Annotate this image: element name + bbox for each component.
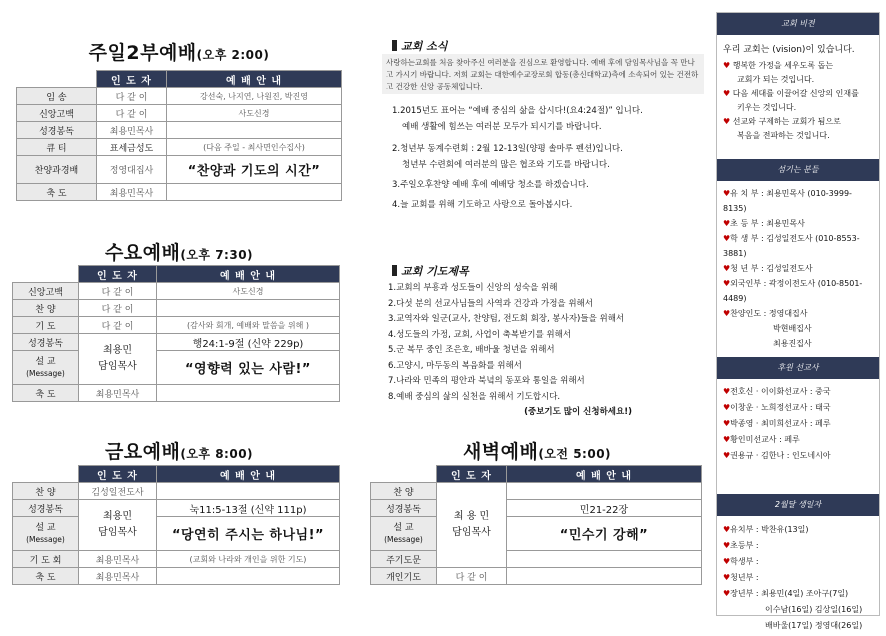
sunday-table xyxy=(16,70,342,201)
row-leader: 다 같 이 xyxy=(79,300,157,317)
missionary-text: 황인미선교사 : 페루 xyxy=(730,435,800,444)
row-leader: 최용민목사 xyxy=(97,184,167,201)
prayer-item: 5.군 복무 중인 조은호, 배바울 청년을 위해서 xyxy=(388,345,555,355)
missionaries-header: 후원 선교사 xyxy=(717,357,879,379)
servant-extra: 최용진집사 xyxy=(773,339,812,348)
vision-item-text: 행복한 가정을 세우도록 돕는 xyxy=(732,61,834,70)
sunday-title xyxy=(14,38,344,65)
row-guide xyxy=(157,300,340,317)
dawn-title xyxy=(372,437,702,464)
birthday-item xyxy=(723,570,873,586)
vision-item-text: 복음을 전파하는 것입니다. xyxy=(737,131,830,140)
heart-icon: ♥ xyxy=(723,117,731,126)
birthday-item xyxy=(723,554,873,570)
vision-item xyxy=(723,115,873,143)
heart-icon: ♥ xyxy=(723,61,731,70)
missionary-text: 이창운 · 노희정선교사 : 태국 xyxy=(730,403,831,412)
missionary-item xyxy=(723,416,873,432)
heart-icon: ♥ xyxy=(723,435,731,444)
heart-icon: ♥ xyxy=(723,234,731,243)
row-category: 기 도 회 xyxy=(13,551,79,568)
scripture: 눅11:5-13절 xyxy=(189,504,248,516)
row-category: 기 도 xyxy=(13,317,79,334)
row-category: 주기도문 xyxy=(371,551,437,568)
row-category: 개인기도 xyxy=(371,568,437,585)
sunday-time: (오후 2:00) xyxy=(196,48,270,62)
preacher-name: 최용민 xyxy=(103,511,132,522)
vision-body xyxy=(717,35,879,145)
row-leader: 최용민목사 xyxy=(79,568,157,585)
row-leader: 다 같 이 xyxy=(97,88,167,105)
servant-item xyxy=(723,276,873,306)
news-item: 3.주일오후찬양 예배 후에 예배당 청소를 하겠습니다. xyxy=(392,180,589,190)
heart-icon: ♥ xyxy=(723,589,731,598)
birthday-extra: 배바울(17일) 정영대(26일) xyxy=(765,621,863,630)
row-category: 성경봉독 xyxy=(17,122,97,139)
row-category: 축 도 xyxy=(13,385,79,402)
row-guide xyxy=(507,483,702,500)
servants-header: 섬기는 분들 xyxy=(717,159,879,181)
servant-text: 초 등 부 : 최용민목사 xyxy=(730,219,805,228)
birthdays-header: 2월달 생일자 xyxy=(717,494,879,516)
category-label: 설 교 xyxy=(35,522,56,533)
sermon-title: “민수기 강해” xyxy=(507,517,702,551)
row-guide: 사도신경 xyxy=(167,105,342,122)
heart-icon: ♥ xyxy=(723,557,731,566)
category-sub: (Message) xyxy=(26,368,65,378)
vision-item-text: 교회가 되는 것입니다. xyxy=(737,75,815,84)
row-category: 성경봉독 xyxy=(371,500,437,517)
prayer-title xyxy=(392,263,469,279)
missionary-item xyxy=(723,432,873,448)
scripture-page: (신약 111p) xyxy=(250,504,307,516)
row-category: 찬 양 xyxy=(13,483,79,500)
dawn-title-text: 새벽예배 xyxy=(462,441,539,463)
row-category: 축 도 xyxy=(13,568,79,585)
sermon-title: “당연히 주시는 하나님!” xyxy=(157,517,340,551)
square-icon xyxy=(392,265,397,276)
category-sub: (Message) xyxy=(384,534,423,544)
servant-item xyxy=(723,186,873,216)
missionary-item xyxy=(723,384,873,400)
row-category: 큐 티 xyxy=(17,139,97,156)
missionary-text: 권용규 · 김한나 : 인도네시아 xyxy=(730,451,831,460)
heart-icon: ♥ xyxy=(723,89,731,98)
missionary-item xyxy=(723,448,873,464)
dawn-time: (오전 5:00) xyxy=(538,447,612,461)
leader-header: 인 도 자 xyxy=(437,466,507,483)
row-leader: 김성일전도사 xyxy=(79,483,157,500)
servant-item xyxy=(723,216,873,231)
row-guide: 강선숙, 나지연, 나원진, 박진영 xyxy=(167,88,342,105)
prayer-list xyxy=(388,281,712,421)
prayer-item: 8.예배 중심의 삶의 실천을 위해서 기도합시다. xyxy=(388,391,561,402)
row-leader: 최용민목사 xyxy=(97,122,167,139)
news-title-text: 교회 소식 xyxy=(401,40,448,53)
sidebar xyxy=(716,12,880,630)
missionary-text: 박종영 · 최미희선교사 : 페루 xyxy=(730,419,831,428)
servant-text: 외국인부 : 곽정이전도사 (010-8501-4489) xyxy=(723,279,863,303)
row-guide: (다음 주일 - 최사면인수집사) xyxy=(167,139,342,156)
leader-header: 인 도 자 xyxy=(79,266,157,283)
row-category: 성경봉독 xyxy=(13,500,79,517)
wednesday-title xyxy=(14,238,344,265)
servant-item xyxy=(723,306,873,321)
vision-heading: 우리 교회는 (vision)이 있습니다. xyxy=(723,45,855,55)
row-guide xyxy=(157,500,340,517)
heart-icon: ♥ xyxy=(723,573,731,582)
friday-time: (오후 8:00) xyxy=(180,447,254,461)
category-sub: (Message) xyxy=(26,534,65,544)
row-leader: 다 같 이 xyxy=(97,105,167,122)
friday-title xyxy=(14,437,344,464)
heart-icon: ♥ xyxy=(723,309,731,318)
row-leader: 다 같 이 xyxy=(437,568,507,585)
missionaries-body xyxy=(717,379,879,466)
heart-icon: ♥ xyxy=(723,219,731,228)
birthdays-body xyxy=(717,516,879,636)
vision-item xyxy=(723,87,873,115)
birthday-item xyxy=(723,586,873,602)
leader-header: 인 도 자 xyxy=(79,466,157,483)
row-guide xyxy=(507,551,702,568)
birthday-text: 초등부 : xyxy=(730,541,759,550)
row-guide xyxy=(157,334,340,351)
missionary-text: 전호신 · 이이화선교사 : 중국 xyxy=(730,387,831,396)
preacher-role: 담임목사 xyxy=(98,527,137,538)
dawn-table xyxy=(370,465,702,585)
wednesday-time: (오후 7:30) xyxy=(180,248,254,262)
vision-item-text: 다음 세대를 이끌어갈 신앙의 인재를 xyxy=(732,89,859,98)
row-category: 성경봉독 xyxy=(13,334,79,351)
row-category: 찬 양 xyxy=(371,483,437,500)
birthday-text: 청년부 : xyxy=(730,573,759,582)
guide-header: 예 배 안 내 xyxy=(507,466,702,483)
row-category xyxy=(371,517,437,551)
heart-icon: ♥ xyxy=(723,387,731,396)
servant-item xyxy=(723,261,873,276)
wednesday-title-text: 수요예배 xyxy=(104,242,181,264)
prayer-item: 6.고양시, 마두동의 복음화를 위해서 xyxy=(388,360,522,371)
preacher-cell xyxy=(79,334,157,385)
birthday-item xyxy=(723,538,873,554)
row-category: 축 도 xyxy=(17,184,97,201)
prayer-item: 1.교회의 부흥과 성도들이 신앙의 성숙을 위해 xyxy=(388,283,558,293)
news-item: 청년부 수련회에 여러분의 많은 협조와 기도를 바랍니다. xyxy=(402,160,610,170)
prayer-item: 2.다섯 분의 선교사님들의 사역과 건강과 가정을 위해서 xyxy=(388,298,593,309)
servant-text: 학 생 부 : 김성일전도사 (010-8553-3881) xyxy=(723,234,860,258)
friday-title-text: 금요예배 xyxy=(104,441,181,463)
news-item: 예배 생활에 힘쓰는 여러분 모두가 되시기를 바랍니다. xyxy=(402,122,602,132)
servants-body xyxy=(717,181,879,353)
row-category xyxy=(13,351,79,385)
row-category xyxy=(13,517,79,551)
row-category: 임 송 xyxy=(17,88,97,105)
row-guide: 민21-22장 xyxy=(507,500,702,517)
vision-item-text: 키우는 것입니다. xyxy=(737,103,797,112)
heart-icon: ♥ xyxy=(723,525,731,534)
row-category: 신앙고백 xyxy=(17,105,97,122)
preacher-name: 최 용 민 xyxy=(453,511,490,522)
row-leader: 다 같 이 xyxy=(79,317,157,334)
vision-item-text: 선교와 구제하는 교회가 됨으로 xyxy=(732,117,841,126)
birthday-item xyxy=(723,522,873,538)
category-label: 설 교 xyxy=(393,522,414,533)
sermon-title: “영향력 있는 사람!” xyxy=(157,351,340,385)
row-category: 찬양과경배 xyxy=(17,156,97,184)
heart-icon: ♥ xyxy=(723,419,731,428)
sunday-title-text: 주일2부예배 xyxy=(88,42,197,64)
scripture: 행24:1-9절 xyxy=(192,338,245,350)
row-guide: (교회와 나라와 개인을 위한 기도) xyxy=(157,551,340,568)
preacher-role: 담임목사 xyxy=(452,527,491,538)
row-leader: 표세금성도 xyxy=(97,139,167,156)
heart-icon: ♥ xyxy=(723,264,731,273)
heart-icon: ♥ xyxy=(723,541,731,550)
prayer-item: 4.성도들의 가정, 교회, 사업이 축복받기를 위해서 xyxy=(388,329,572,340)
servant-text: 청 년 부 : 김성일전도사 xyxy=(730,264,813,273)
row-leader: 최용민목사 xyxy=(79,385,157,402)
heart-icon: ♥ xyxy=(723,279,731,288)
wednesday-table xyxy=(12,265,340,402)
prayer-item: 7.나라와 민족의 평안과 북녘의 동포와 통일을 위해서 xyxy=(388,376,585,386)
news-intro-text: 사랑하는교회를 처음 찾아주신 여러분을 진심으로 환영합니다. 예배 후에 담임목사님을 꼭 만나고 가시기 바랍니다. 저희 교회는 대한예수교장로회 합동(총신대학교)측에 소속되어 있는 건전하고 건강한 신앙 공동체입니다. xyxy=(386,58,699,91)
servant-extra: 박현배집사 xyxy=(773,324,812,333)
row-guide xyxy=(157,385,340,402)
scripture-page: (신약 229p) xyxy=(247,338,304,350)
missionary-item xyxy=(723,400,873,416)
servant-item xyxy=(723,231,873,261)
vision-item xyxy=(723,59,873,87)
heart-icon: ♥ xyxy=(723,451,731,460)
row-guide xyxy=(167,122,342,139)
row-category: 신앙고백 xyxy=(13,283,79,300)
square-icon xyxy=(392,40,397,51)
birthday-text: 유치부 : 박찬유(13일) xyxy=(730,525,809,534)
preacher-cell xyxy=(79,500,157,551)
guide-header: 예 배 안 내 xyxy=(157,266,340,283)
category-label: 설 교 xyxy=(35,356,56,367)
leader-header: 인 도 자 xyxy=(97,71,167,88)
prayer-item: 3.교역자와 일군(교사, 찬양팀, 전도회 회장, 봉사자)들을 위해서 xyxy=(388,314,625,324)
heart-icon: ♥ xyxy=(723,403,731,412)
prayer-title-text: 교회 기도제목 xyxy=(401,265,469,278)
row-leader: 최용민목사 xyxy=(79,551,157,568)
birthday-text: 장년부 : 최용민(4일) 조아구(7일) xyxy=(730,589,849,598)
row-guide xyxy=(157,483,340,500)
birthday-text: 학생부 : xyxy=(730,557,759,566)
preacher-name: 최용민 xyxy=(103,345,132,356)
row-guide: 사도신경 xyxy=(157,283,340,300)
row-category: 찬 양 xyxy=(13,300,79,317)
news-list xyxy=(392,103,712,213)
row-guide xyxy=(507,568,702,585)
servant-text: 유 치 부 : 최용민목사 (010-3999-8135) xyxy=(723,189,852,213)
news-item: 2.청년부 동계수련회 : 2월 12-13일(양평 솔마루 펜션)입니다. xyxy=(392,144,623,154)
preacher-cell xyxy=(437,483,507,568)
preacher-role: 담임목사 xyxy=(98,361,137,372)
prayer-footer: (중보기도 많이 신청하세요!) xyxy=(524,407,632,417)
news-title xyxy=(392,38,447,54)
row-leader: 다 같 이 xyxy=(79,283,157,300)
guide-header: 예 배 안 내 xyxy=(157,466,340,483)
row-leader: 정영대집사 xyxy=(97,156,167,184)
vision-header: 교회 비전 xyxy=(717,13,879,35)
news-intro xyxy=(382,54,704,94)
heart-icon: ♥ xyxy=(723,189,731,198)
servant-text: 찬양인도 : 정영대집사 xyxy=(730,309,808,318)
news-item: 1.2015년도 표어는 “예배 중심의 삶을 삽시다!(요4:24절)” 입니다. xyxy=(392,106,643,116)
birthday-extra: 이수남(16일) 김상일(16일) xyxy=(765,605,863,614)
row-guide xyxy=(167,184,342,201)
news-item: 4.늘 교회를 위해 기도하고 사랑으로 돌아봅시다. xyxy=(392,200,573,210)
friday-table xyxy=(12,465,340,585)
row-guide: “찬양과 기도의 시간” xyxy=(167,156,342,184)
guide-header: 예 배 안 내 xyxy=(167,71,342,88)
row-guide: (감사와 회개, 예배와 말씀을 위해 ) xyxy=(157,317,340,334)
row-guide xyxy=(157,568,340,585)
